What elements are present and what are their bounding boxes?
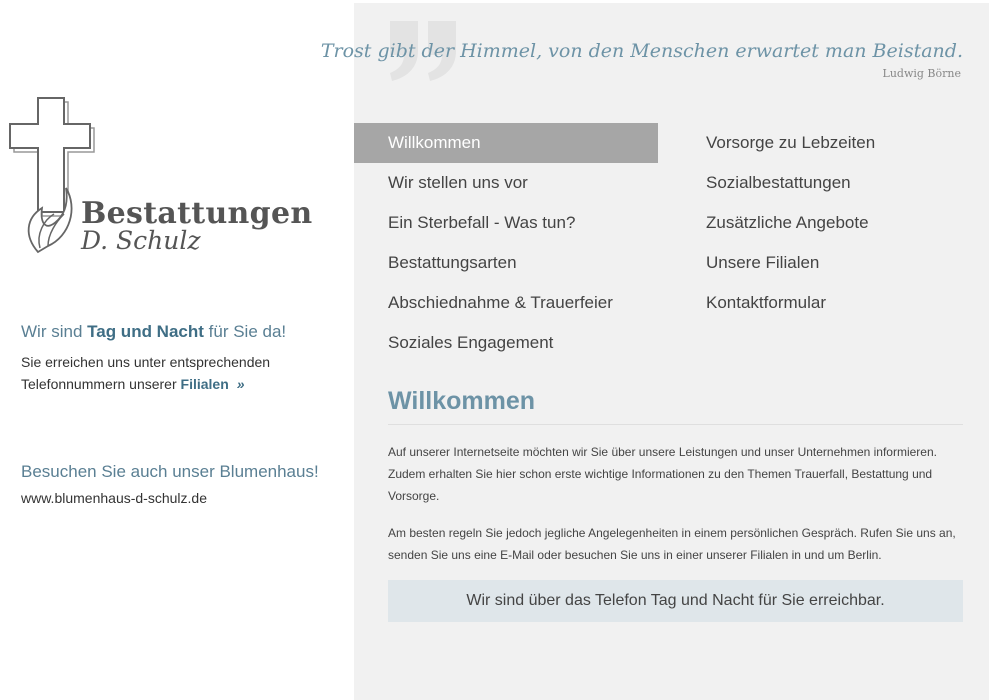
nav-item-kontaktformular[interactable]: Kontaktformular — [706, 293, 826, 312]
nav-item-sozialbestattungen[interactable]: Sozialbestattungen — [706, 173, 851, 192]
main-nav-right — [672, 123, 972, 323]
nav-item-abschiednahme[interactable]: Abschiednahme & Trauerfeier — [388, 293, 613, 312]
nav-item-sterbefall[interactable]: Ein Sterbefall - Was tun? — [388, 213, 576, 232]
nav-item-zusaetzliche-angebote[interactable]: Zusätzliche Angebote — [706, 213, 869, 232]
nav-item-vorsorge[interactable]: Vorsorge zu Lebzeiten — [706, 133, 876, 152]
intro-paragraph: Auf unserer Internetseite möchten wir Sie über unsere Leistungen und unser Unternehmen informieren. Zudem erhalten Sie hier schon erste wichtige Informationen zu den Themen Trauerfall, Bestattung und Vorsorge. — [388, 445, 937, 503]
nav-item-wir-stellen-uns-vor[interactable]: Wir stellen uns vor — [388, 173, 528, 192]
quote-text: Trost gibt der Himmel, von den Menschen erwartet man Beistand. — [320, 40, 963, 62]
contact-paragraph: Am besten regeln Sie jedoch jegliche Angelegenheiten in einem persönlichen Gespräch. Rufen Sie uns an, senden Sie uns eine E-Mail oder besuchen Sie uns in einer unserer Filialen in und um Berlin. — [388, 526, 956, 562]
nav-item-willkommen[interactable]: Willkommen — [354, 123, 658, 163]
flower-shop-link[interactable]: www.blumenhaus-d-schulz.de — [21, 490, 207, 506]
welcome-content — [388, 387, 963, 622]
logo-title: Bestattungen — [81, 196, 313, 231]
main-panel — [320, 3, 989, 700]
nav-item-bestattungsarten[interactable]: Bestattungsarten — [388, 253, 517, 272]
nav-item-unsere-filialen[interactable]: Unsere Filialen — [706, 253, 820, 272]
availability-callout: Wir sind über das Telefon Tag und Nacht für Sie erreichbar. — [388, 580, 963, 622]
logo-subtitle: D. Schulz — [81, 226, 201, 255]
flower-shop-title: Besuchen Sie auch unser Blumenhaus! — [21, 462, 319, 481]
quote-author: Ludwig Börne — [882, 67, 961, 80]
main-nav-left — [354, 123, 658, 363]
contact-title: Wir sind Tag und Nacht für Sie da! — [21, 322, 287, 341]
nav-item-soziales-engagement[interactable]: Soziales Engagement — [388, 333, 554, 352]
branches-link[interactable]: Filialen — [180, 376, 229, 392]
arrow-right-icon[interactable]: » — [236, 376, 245, 392]
left-column — [0, 0, 354, 700]
page-title: Willkommen — [388, 387, 963, 425]
contact-text: Sie erreichen uns unter entsprechenden Telefonnummern unserer Filialen » — [21, 354, 271, 392]
contact-info — [21, 322, 341, 395]
flower-shop-promo — [21, 462, 341, 506]
